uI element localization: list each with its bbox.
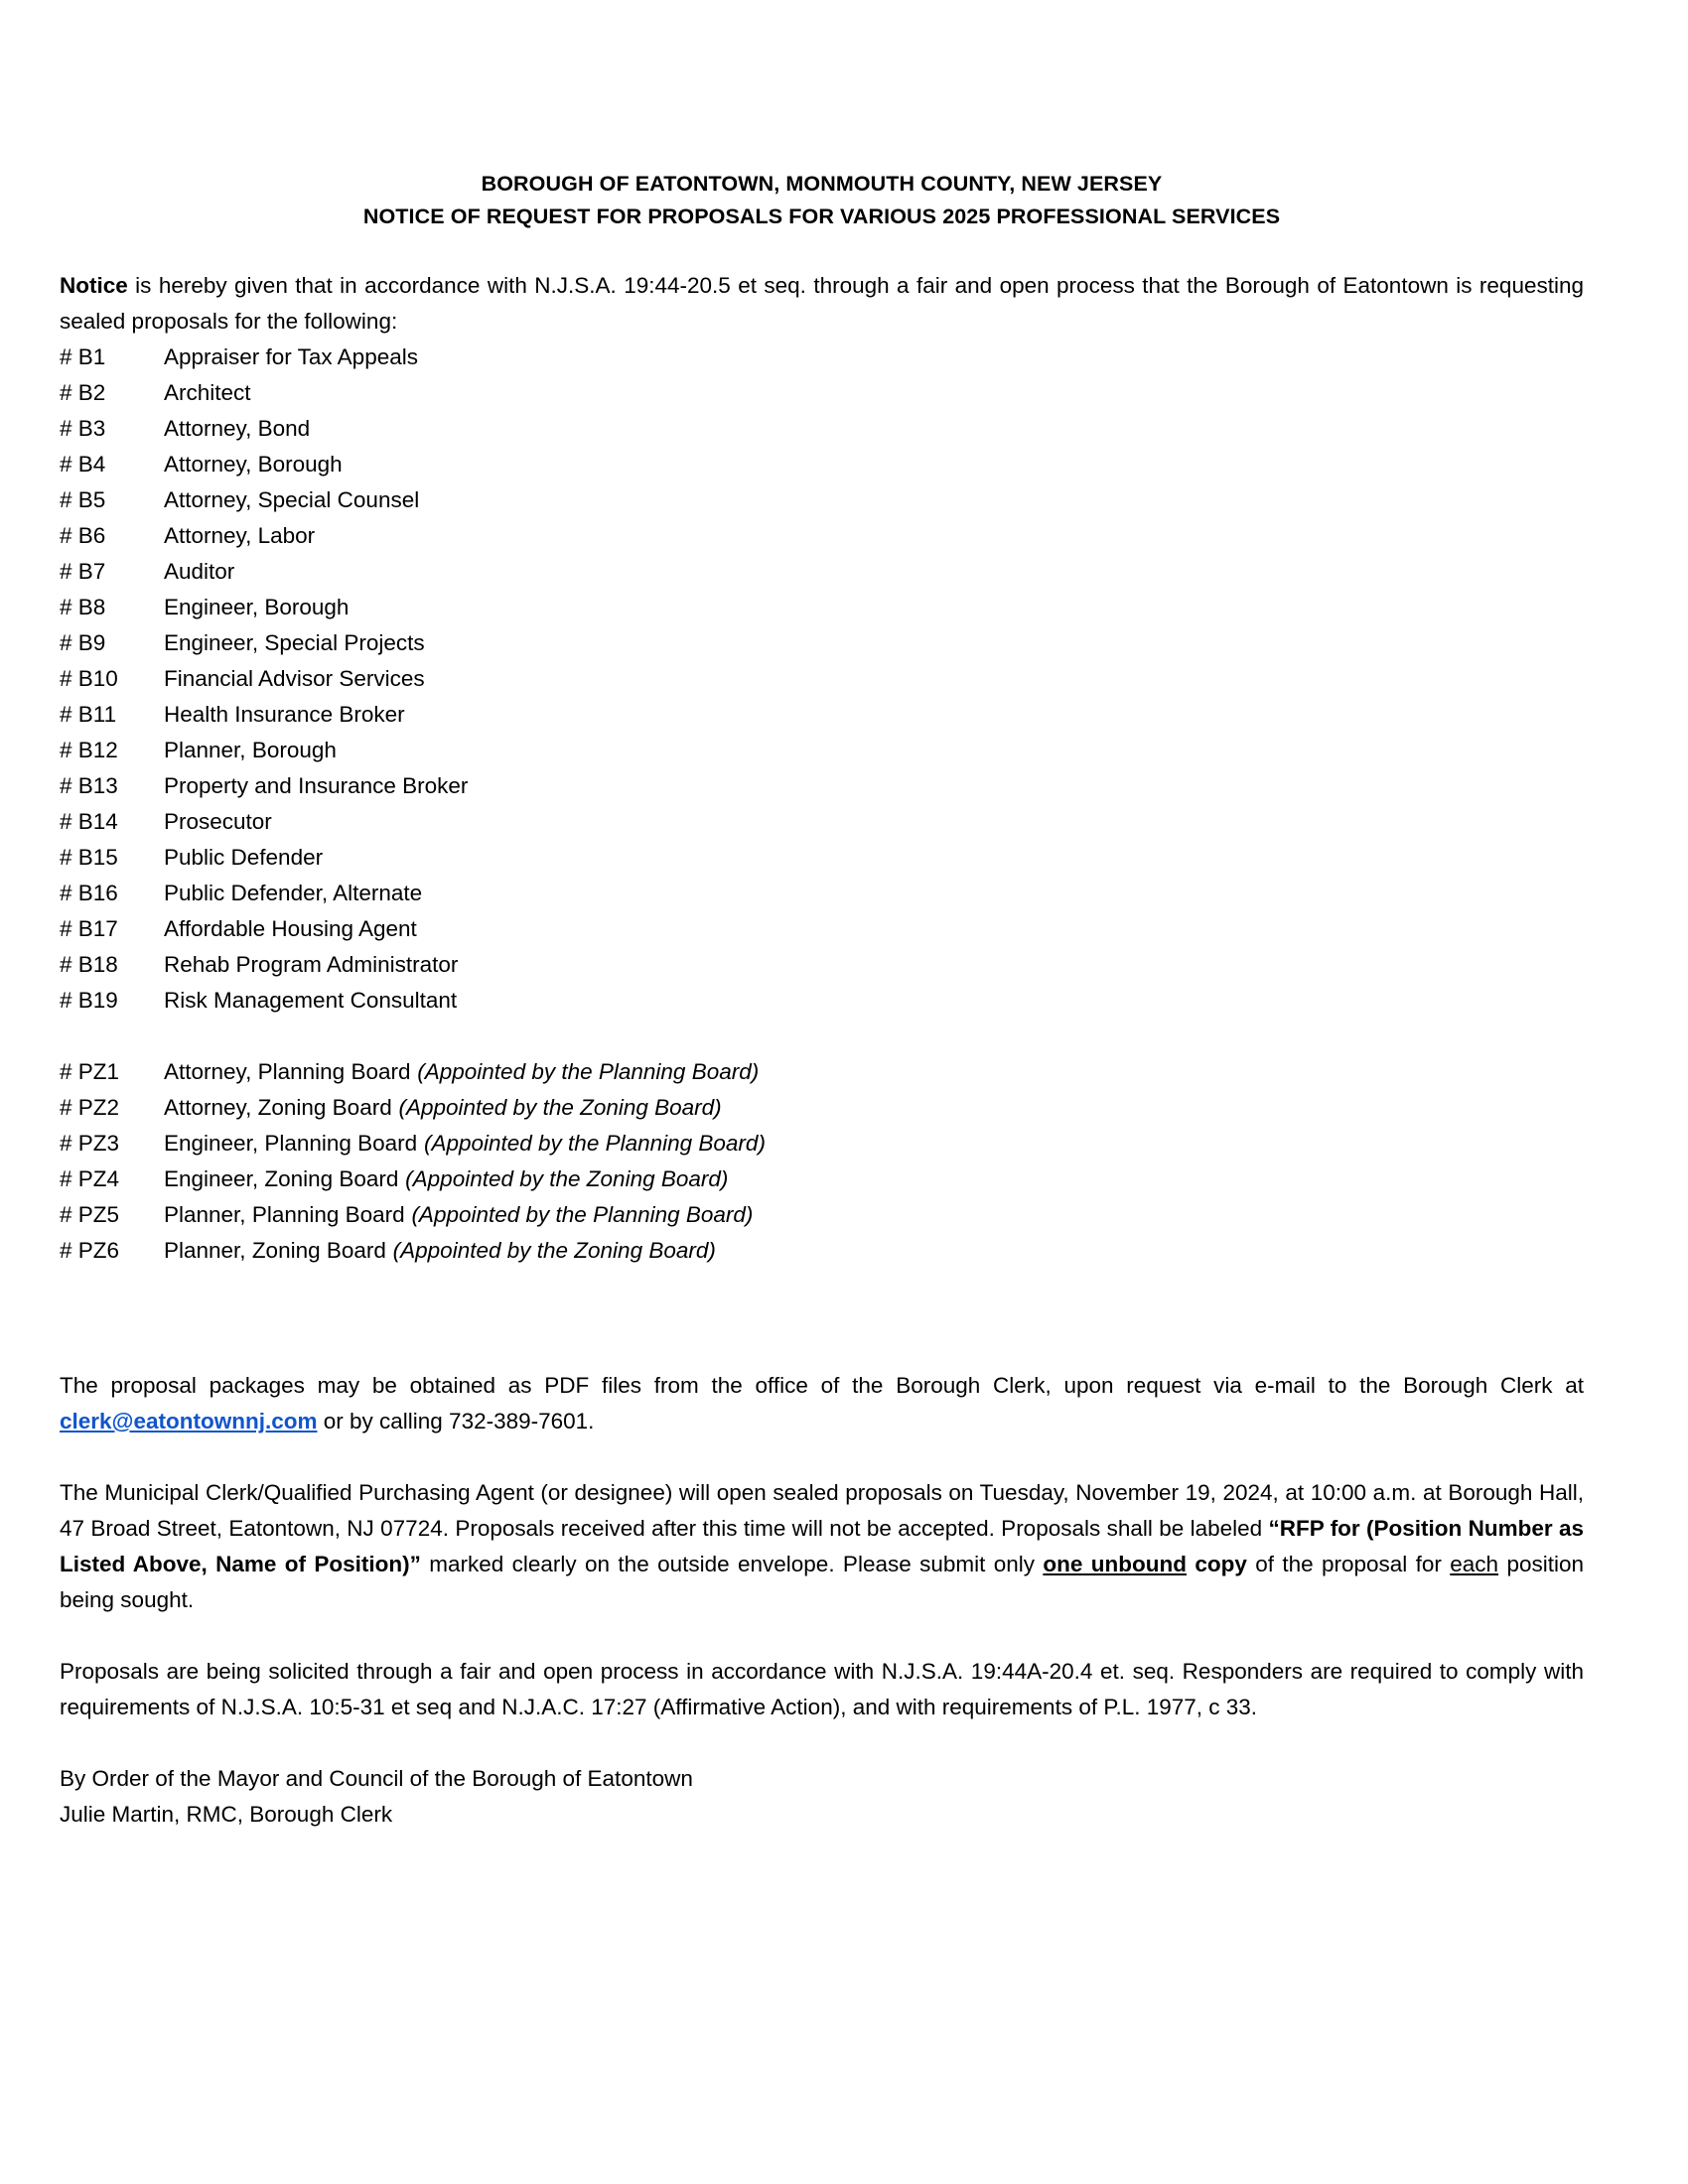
appointed-note: (Appointed by the Planning Board) bbox=[417, 1059, 760, 1084]
service-label: Engineer, Borough bbox=[164, 595, 350, 619]
service-label: Property and Insurance Broker bbox=[164, 773, 469, 798]
service-code: # PZ6 bbox=[60, 1238, 120, 1263]
list-item bbox=[60, 482, 1584, 518]
service-code: # B18 bbox=[60, 952, 118, 977]
service-code: # B11 bbox=[60, 702, 117, 727]
service-label bbox=[164, 1126, 1584, 1161]
list-item bbox=[60, 947, 1584, 983]
list-item bbox=[60, 518, 1584, 554]
spacer-before-fair-open bbox=[60, 1618, 1584, 1654]
service-label: Risk Management Consultant bbox=[164, 988, 458, 1013]
appointed-note: (Appointed by the Zoning Board) bbox=[398, 1095, 722, 1120]
service-code: # B5 bbox=[60, 487, 106, 512]
list-item bbox=[60, 554, 1584, 590]
service-code: # B16 bbox=[60, 881, 118, 905]
service-label: Affordable Housing Agent bbox=[164, 916, 417, 941]
list-item bbox=[60, 447, 1584, 482]
service-label: Architect bbox=[164, 380, 251, 405]
page-title-line-2: NOTICE OF REQUEST FOR PROPOSALS FOR VARIOUS 2025 PROFESSIONAL SERVICES bbox=[362, 205, 1281, 228]
list-item bbox=[60, 983, 1584, 1019]
opening-text-4: position being sought. bbox=[60, 1552, 1584, 1612]
service-label: Planner, Borough bbox=[164, 738, 337, 762]
service-code: # PZ3 bbox=[60, 1131, 120, 1156]
clerk-email-link[interactable]: clerk@eatontownnj.com bbox=[60, 1409, 318, 1433]
list-item bbox=[60, 840, 1584, 876]
service-label bbox=[164, 1054, 1584, 1090]
service-label bbox=[164, 1197, 1584, 1233]
one-unbound-emphasis: one unbound bbox=[1043, 1552, 1187, 1576]
service-code: # PZ1 bbox=[60, 1059, 120, 1084]
service-label bbox=[164, 1161, 1584, 1197]
packages-text-1: The proposal packages may be obtained as PDF files from the office of the Borough Clerk, upon request via e-mail to the Borough Clerk at bbox=[60, 1373, 1584, 1398]
service-title: Engineer, Planning Board bbox=[164, 1131, 418, 1156]
list-item bbox=[60, 1126, 1584, 1161]
service-label: Attorney, Borough bbox=[164, 452, 343, 477]
copy-emphasis bbox=[1187, 1552, 1247, 1576]
service-code: # B7 bbox=[60, 559, 106, 584]
service-code: # PZ4 bbox=[60, 1166, 120, 1191]
spacer-after-title bbox=[60, 232, 1584, 268]
service-label: Auditor bbox=[164, 559, 235, 584]
service-label: Attorney, Bond bbox=[164, 416, 311, 441]
service-code: # B1 bbox=[60, 344, 106, 369]
service-title: Attorney, Zoning Board bbox=[164, 1095, 392, 1120]
service-label: Prosecutor bbox=[164, 809, 272, 834]
opening-paragraph bbox=[60, 1475, 1584, 1618]
appointed-note: (Appointed by the Zoning Board) bbox=[392, 1238, 716, 1263]
appointed-note: (Appointed by the Zoning Board) bbox=[405, 1166, 729, 1191]
list-item bbox=[60, 411, 1584, 447]
appointed-note: (Appointed by the Planning Board) bbox=[423, 1131, 766, 1156]
service-title: Planner, Zoning Board bbox=[164, 1238, 386, 1263]
signature-block bbox=[60, 1761, 1584, 1833]
copy-emphasis-text: copy bbox=[1195, 1552, 1247, 1576]
list-item bbox=[60, 1233, 1584, 1269]
appointed-note: (Appointed by the Planning Board) bbox=[411, 1202, 754, 1227]
service-code: # B4 bbox=[60, 452, 106, 477]
list-item bbox=[60, 661, 1584, 697]
list-item bbox=[60, 768, 1584, 804]
opening-text-3: of the proposal for bbox=[1246, 1552, 1451, 1576]
list-item bbox=[60, 697, 1584, 733]
list-item bbox=[60, 1161, 1584, 1197]
service-label: Attorney, Labor bbox=[164, 523, 316, 548]
service-label: Engineer, Special Projects bbox=[164, 630, 425, 655]
list-item bbox=[60, 733, 1584, 768]
service-code: # B9 bbox=[60, 630, 106, 655]
service-code: # B2 bbox=[60, 380, 106, 405]
service-code: # B3 bbox=[60, 416, 106, 441]
opening-text-1: The Municipal Clerk/Qualified Purchasing Agent (or designee) will open sealed proposals on Tuesday, November 19, 2024, at 10:00 a.m. at Borough Hall, 47 Broad Street, Eatontown, NJ 07724. Proposals received after this time will not be accepted. Proposals shall be labeled bbox=[60, 1480, 1584, 1541]
list-item bbox=[60, 375, 1584, 411]
list-item bbox=[60, 1090, 1584, 1126]
intro-paragraph bbox=[60, 268, 1584, 340]
spacer-before-signature bbox=[60, 1725, 1584, 1761]
list-item bbox=[60, 876, 1584, 911]
list-item bbox=[60, 1054, 1584, 1090]
spacer-before-packages bbox=[60, 1269, 1584, 1368]
list-item bbox=[60, 804, 1584, 840]
intro-lead-word: Notice bbox=[60, 273, 128, 298]
service-code: # B19 bbox=[60, 988, 118, 1013]
service-label: Appraiser for Tax Appeals bbox=[164, 344, 418, 369]
service-label: Health Insurance Broker bbox=[164, 702, 405, 727]
service-title: Planner, Planning Board bbox=[164, 1202, 405, 1227]
list-item bbox=[60, 340, 1584, 375]
service-code: # PZ5 bbox=[60, 1202, 120, 1227]
service-code: # B10 bbox=[60, 666, 118, 691]
service-title: Engineer, Zoning Board bbox=[164, 1166, 399, 1191]
service-label: Rehab Program Administrator bbox=[164, 952, 459, 977]
services-list-b bbox=[60, 340, 1584, 1019]
list-item bbox=[60, 911, 1584, 947]
service-code: # B14 bbox=[60, 809, 118, 834]
service-title: Attorney, Planning Board bbox=[164, 1059, 411, 1084]
service-label bbox=[164, 1090, 1584, 1126]
spacer-before-opening bbox=[60, 1439, 1584, 1475]
service-code: # B6 bbox=[60, 523, 106, 548]
packages-text-2: or by calling 732-389-7601. bbox=[317, 1409, 595, 1433]
opening-text-2: marked clearly on the outside envelope. Please submit only bbox=[420, 1552, 1044, 1576]
rfp-label-emphasis: “RFP for (Position Number as Listed Above, Name of Position)” bbox=[60, 1516, 1584, 1576]
service-code: # B17 bbox=[60, 916, 118, 941]
service-label: Public Defender bbox=[164, 845, 324, 870]
service-code: # B15 bbox=[60, 845, 118, 870]
service-label: Public Defender, Alternate bbox=[164, 881, 423, 905]
page-title-line-1: BOROUGH OF EATONTOWN, MONMOUTH COUNTY, NEW JERSEY bbox=[481, 172, 1163, 196]
list-item bbox=[60, 625, 1584, 661]
service-label: Financial Advisor Services bbox=[164, 666, 425, 691]
list-item bbox=[60, 590, 1584, 625]
services-list-pz bbox=[60, 1054, 1584, 1269]
fair-open-paragraph: Proposals are being solicited through a fair and open process in accordance with N.J.S.A. 19:44A-20.4 et. seq. Responders are required to comply with requirements of N.J.S.A. 10:5-31 et seq and N.J.A.C. 17:27 (Affirmative Action), and with requirements of P.L. 1977, c 33. bbox=[60, 1659, 1584, 1719]
signature-line-1: By Order of the Mayor and Council of the Borough of Eatontown bbox=[60, 1766, 693, 1791]
each-emphasis: each bbox=[1450, 1552, 1499, 1576]
service-label bbox=[164, 1233, 1584, 1269]
signature-line-2: Julie Martin, RMC, Borough Clerk bbox=[60, 1802, 393, 1827]
service-code: # PZ2 bbox=[60, 1095, 120, 1120]
spacer-between-lists bbox=[60, 1019, 1584, 1054]
packages-paragraph bbox=[60, 1368, 1584, 1439]
service-code: # B8 bbox=[60, 595, 106, 619]
service-code: # B13 bbox=[60, 773, 118, 798]
list-item bbox=[60, 1197, 1584, 1233]
service-code: # B12 bbox=[60, 738, 118, 762]
intro-text: is hereby given that in accordance with N.J.S.A. 19:44-20.5 et seq. through a fair and open process that the Borough of Eatontown is requesting sealed proposals for the following: bbox=[60, 273, 1584, 334]
service-label: Attorney, Special Counsel bbox=[164, 487, 420, 512]
